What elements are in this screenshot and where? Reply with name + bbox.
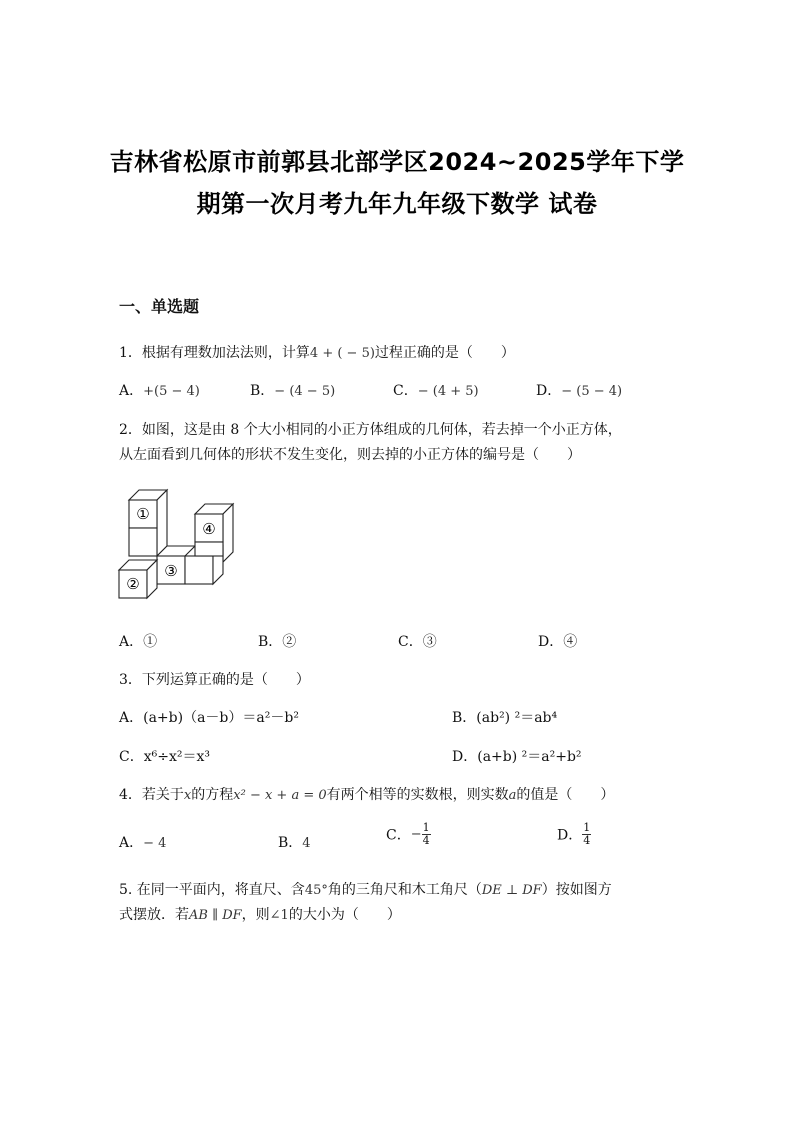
q4-option-d: D． $\frac{1}{4}$: [557, 821, 591, 847]
q2-option-c: C．③: [398, 634, 437, 650]
q4-option-c: C．− $\frac{1}{4}$: [386, 821, 430, 847]
q1-expression: 4 + ( − 5): [309, 346, 375, 361]
q5-stem-line1: 5. 在同一平面内，将直尺、含45°角的三角尺和木工角尺（DE ⊥ DF）按如图方: [119, 882, 612, 898]
q5-stem-line2: 式摆放．若AB ∥ DF，则∠1的大小为（ ）: [119, 907, 401, 923]
q4-var-a: a: [508, 788, 517, 803]
q5-perpendicular: DE ⊥ DF: [481, 883, 542, 898]
q5-parallel: AB ∥ DF: [189, 908, 242, 923]
q2-stem-line2: 从左面看到几何体的形状不发生变化，则去掉的小正方体的编号是（ ）: [119, 447, 581, 463]
q5-angle-1: ∠1: [269, 908, 289, 923]
q4-var-x: x: [183, 788, 192, 803]
q5-angle-45: 45°: [304, 883, 328, 898]
q1-option-c: C．− (4 + 5): [393, 383, 479, 399]
q2-label-2: ②: [126, 575, 140, 593]
exam-title-line2: 期第一次月考九年九年级下数学 试卷: [196, 190, 598, 218]
q2-option-a: A．①: [119, 634, 158, 650]
q4-option-b: B．4: [278, 835, 311, 851]
exam-title-line1: 吉林省松原市前郭县北部学区2024~2025学年下学: [109, 148, 685, 176]
q3-option-b: B．(ab²) ²＝ab⁴: [452, 710, 558, 726]
q1-suffix: 过程正确的是（ ）: [374, 345, 515, 361]
q1-stem: [119, 342, 515, 362]
q3-option-a: A．(a+b)（a－b）＝a²－b²: [119, 710, 299, 726]
q1-option-a: A．+(5 − 4): [119, 383, 200, 399]
q2-label-3: ③: [164, 562, 178, 580]
q3-option-c: C．x⁶÷x²＝x³: [119, 749, 210, 765]
section-heading-single-choice: 一、单选题: [119, 297, 200, 316]
q4-option-d-fraction: $\frac{1}{4}$: [583, 821, 591, 847]
q2-cube-figure: [115, 484, 240, 604]
q2-option-d: D．④: [538, 634, 578, 650]
q2-stem-line1: 2．如图，这是由 8 个大小相同的小正方体组成的几何体，若去掉一个小正方体，: [119, 422, 622, 438]
q1-option-d: D．− (5 − 4): [536, 383, 623, 399]
q4-stem: 4．若关于x的方程x² − x + a = 0有两个相等的实数根，则实数a的值是（ ）: [119, 787, 615, 803]
q2-label-4: ④: [202, 520, 216, 538]
q4-option-a: A．− 4: [119, 835, 167, 851]
q1-prefix: 1．根据有理数加法法则，计算: [119, 345, 310, 361]
q2-label-1: ①: [136, 505, 150, 523]
q4-equation: x² − x + a = 0: [233, 788, 327, 803]
q3-option-d: D．(a+b) ²＝a²+b²: [452, 749, 582, 765]
q2-option-b: B．②: [258, 634, 297, 650]
q1-option-b: B．− (4 − 5): [250, 383, 336, 399]
q4-option-c-fraction: $\frac{1}{4}$: [422, 821, 430, 847]
q3-stem: 3．下列运算正确的是（ ）: [119, 672, 310, 688]
